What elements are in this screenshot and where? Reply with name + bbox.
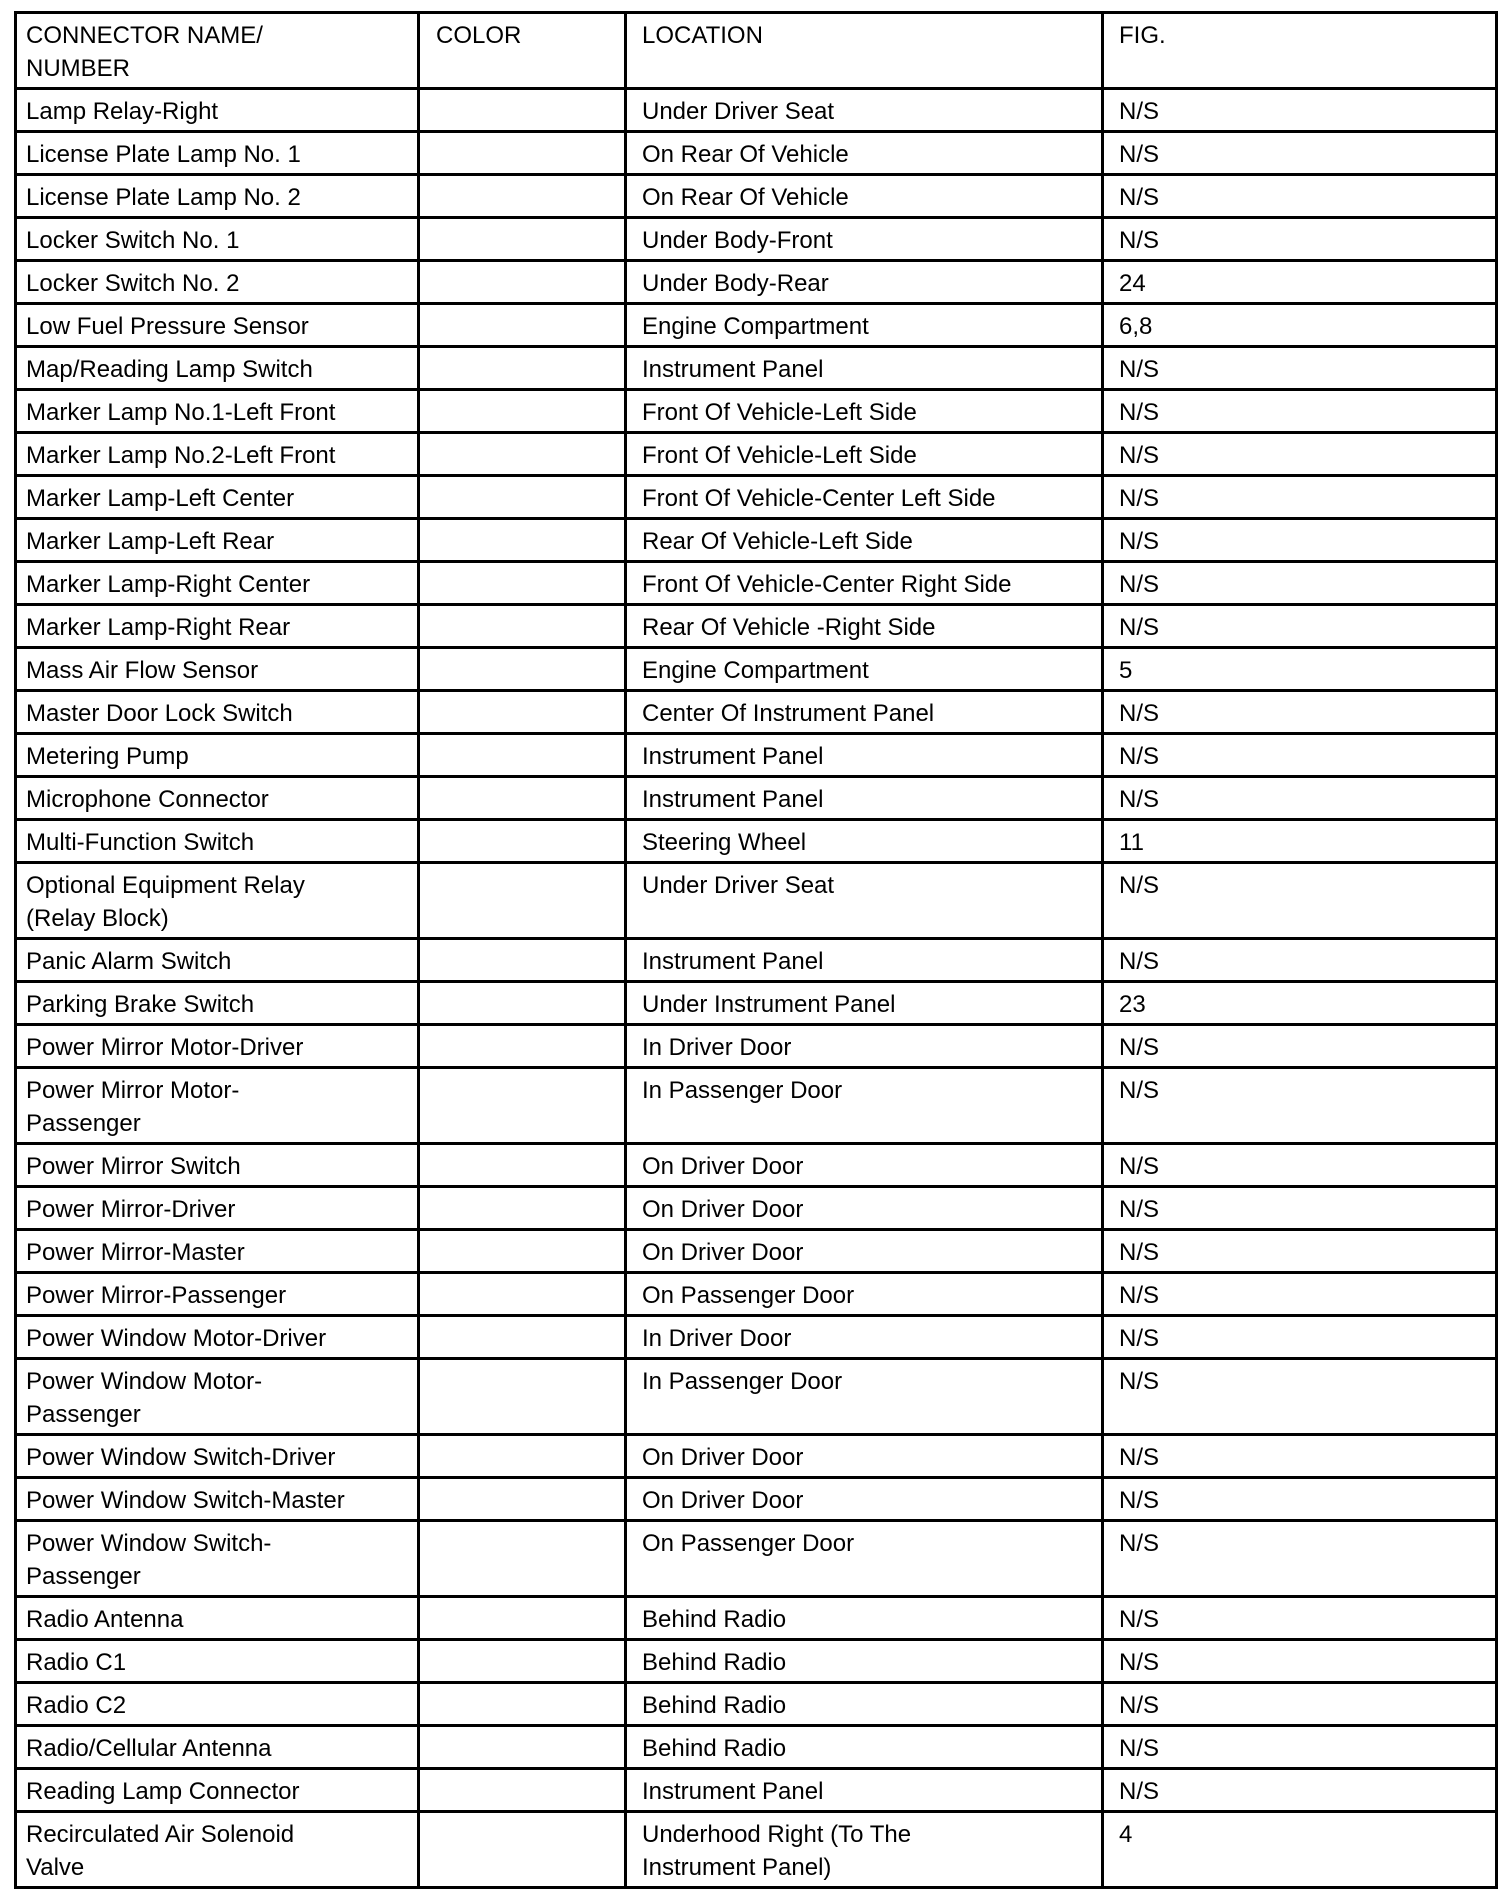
cell-color (419, 1769, 626, 1812)
cell-location: Engine Compartment (626, 304, 1103, 347)
cell-connector-name: Power Window Motor- Passenger (16, 1359, 419, 1435)
cell-fig: N/S (1103, 734, 1497, 777)
cell-fig: N/S (1103, 1187, 1497, 1230)
cell-location: Under Driver Seat (626, 89, 1103, 132)
cell-connector-name: Low Fuel Pressure Sensor (16, 304, 419, 347)
cell-connector-name: Power Mirror-Passenger (16, 1273, 419, 1316)
cell-connector-name: Marker Lamp-Left Rear (16, 519, 419, 562)
cell-fig: N/S (1103, 863, 1497, 939)
table-row (16, 1478, 1497, 1521)
table-row (16, 939, 1497, 982)
cell-color (419, 132, 626, 175)
cell-location: Behind Radio (626, 1640, 1103, 1683)
cell-location: In Driver Door (626, 1025, 1103, 1068)
cell-location: Instrument Panel (626, 777, 1103, 820)
cell-fig: N/S (1103, 390, 1497, 433)
table-row (16, 304, 1497, 347)
cell-location: Under Body-Rear (626, 261, 1103, 304)
table-row (16, 390, 1497, 433)
header-connector-name: CONNECTOR NAME/ NUMBER (16, 13, 419, 89)
cell-location: Behind Radio (626, 1726, 1103, 1769)
cell-color (419, 390, 626, 433)
table-row (16, 1187, 1497, 1230)
table-row (16, 1597, 1497, 1640)
cell-color (419, 519, 626, 562)
cell-fig: N/S (1103, 1359, 1497, 1435)
cell-fig: N/S (1103, 1068, 1497, 1144)
cell-connector-name: Locker Switch No. 1 (16, 218, 419, 261)
cell-location: Front Of Vehicle-Left Side (626, 390, 1103, 433)
cell-fig: 23 (1103, 982, 1497, 1025)
table-row (16, 1769, 1497, 1812)
header-color: COLOR (419, 13, 626, 89)
table-row (16, 132, 1497, 175)
table-row (16, 1144, 1497, 1187)
cell-fig: N/S (1103, 1597, 1497, 1640)
cell-color (419, 1478, 626, 1521)
cell-location: On Driver Door (626, 1187, 1103, 1230)
cell-fig: N/S (1103, 939, 1497, 982)
cell-location: Instrument Panel (626, 734, 1103, 777)
cell-location: Under Body-Front (626, 218, 1103, 261)
table-row (16, 1068, 1497, 1144)
cell-fig: N/S (1103, 1521, 1497, 1597)
cell-color (419, 1187, 626, 1230)
table-row (16, 691, 1497, 734)
table-row (16, 218, 1497, 261)
cell-color (419, 939, 626, 982)
cell-location: On Passenger Door (626, 1521, 1103, 1597)
cell-color (419, 1359, 626, 1435)
cell-location: Front Of Vehicle-Center Left Side (626, 476, 1103, 519)
cell-location: Rear Of Vehicle -Right Side (626, 605, 1103, 648)
cell-color (419, 562, 626, 605)
cell-color (419, 1812, 626, 1888)
table-row (16, 605, 1497, 648)
cell-connector-name: Mass Air Flow Sensor (16, 648, 419, 691)
cell-fig: N/S (1103, 1478, 1497, 1521)
cell-location: In Passenger Door (626, 1359, 1103, 1435)
cell-fig: N/S (1103, 1726, 1497, 1769)
cell-fig: N/S (1103, 1025, 1497, 1068)
table-row (16, 648, 1497, 691)
table-row (16, 519, 1497, 562)
cell-location: Behind Radio (626, 1683, 1103, 1726)
connector-table (14, 11, 1498, 1889)
cell-color (419, 820, 626, 863)
cell-connector-name: Radio Antenna (16, 1597, 419, 1640)
cell-connector-name: Marker Lamp-Right Rear (16, 605, 419, 648)
table-row (16, 982, 1497, 1025)
cell-fig: N/S (1103, 519, 1497, 562)
cell-fig: N/S (1103, 347, 1497, 390)
cell-color (419, 734, 626, 777)
cell-color (419, 1726, 626, 1769)
table-row (16, 175, 1497, 218)
cell-location: In Driver Door (626, 1316, 1103, 1359)
cell-fig: N/S (1103, 777, 1497, 820)
cell-color (419, 476, 626, 519)
cell-location: Center Of Instrument Panel (626, 691, 1103, 734)
table-row (16, 1230, 1497, 1273)
cell-connector-name: Optional Equipment Relay (Relay Block) (16, 863, 419, 939)
cell-location: On Rear Of Vehicle (626, 175, 1103, 218)
cell-connector-name: Map/Reading Lamp Switch (16, 347, 419, 390)
cell-fig: N/S (1103, 1144, 1497, 1187)
cell-fig: N/S (1103, 562, 1497, 605)
cell-color (419, 691, 626, 734)
header-fig: FIG. (1103, 13, 1497, 89)
table-row (16, 1726, 1497, 1769)
table-row (16, 562, 1497, 605)
table-row (16, 1025, 1497, 1068)
cell-location: On Driver Door (626, 1144, 1103, 1187)
cell-color (419, 648, 626, 691)
cell-color (419, 1025, 626, 1068)
cell-fig: N/S (1103, 433, 1497, 476)
cell-location: Rear Of Vehicle-Left Side (626, 519, 1103, 562)
cell-location: Instrument Panel (626, 939, 1103, 982)
table-row (16, 863, 1497, 939)
cell-location: Under Driver Seat (626, 863, 1103, 939)
cell-color (419, 1597, 626, 1640)
cell-connector-name: Power Mirror-Master (16, 1230, 419, 1273)
cell-color (419, 1316, 626, 1359)
cell-location: On Driver Door (626, 1478, 1103, 1521)
cell-connector-name: Locker Switch No. 2 (16, 261, 419, 304)
cell-connector-name: Microphone Connector (16, 777, 419, 820)
table-row (16, 820, 1497, 863)
cell-connector-name: Recirculated Air Solenoid Valve (16, 1812, 419, 1888)
cell-color (419, 89, 626, 132)
cell-connector-name: Power Window Motor-Driver (16, 1316, 419, 1359)
cell-color (419, 1068, 626, 1144)
cell-location: Instrument Panel (626, 1769, 1103, 1812)
cell-color (419, 1521, 626, 1597)
cell-location: Under Instrument Panel (626, 982, 1103, 1025)
cell-fig: N/S (1103, 605, 1497, 648)
cell-fig: N/S (1103, 476, 1497, 519)
table-row (16, 1359, 1497, 1435)
cell-fig: N/S (1103, 1640, 1497, 1683)
cell-connector-name: Marker Lamp No.2-Left Front (16, 433, 419, 476)
cell-color (419, 1144, 626, 1187)
table-row (16, 476, 1497, 519)
cell-color (419, 1640, 626, 1683)
cell-color (419, 1230, 626, 1273)
cell-color (419, 261, 626, 304)
cell-connector-name: Power Mirror Switch (16, 1144, 419, 1187)
cell-color (419, 863, 626, 939)
cell-fig: 6,8 (1103, 304, 1497, 347)
cell-connector-name: Master Door Lock Switch (16, 691, 419, 734)
cell-connector-name: Metering Pump (16, 734, 419, 777)
cell-color (419, 1273, 626, 1316)
cell-location: On Driver Door (626, 1230, 1103, 1273)
cell-connector-name: Reading Lamp Connector (16, 1769, 419, 1812)
cell-location: Instrument Panel (626, 347, 1103, 390)
table-row (16, 1640, 1497, 1683)
cell-location: Front Of Vehicle-Center Right Side (626, 562, 1103, 605)
table-row (16, 777, 1497, 820)
cell-color (419, 1683, 626, 1726)
cell-connector-name: Power Window Switch-Master (16, 1478, 419, 1521)
cell-fig: N/S (1103, 1769, 1497, 1812)
cell-connector-name: Radio C2 (16, 1683, 419, 1726)
cell-color (419, 347, 626, 390)
cell-connector-name: Power Mirror-Driver (16, 1187, 419, 1230)
table-row (16, 1316, 1497, 1359)
cell-color (419, 1435, 626, 1478)
cell-color (419, 304, 626, 347)
cell-connector-name: Power Window Switch-Driver (16, 1435, 419, 1478)
cell-color (419, 218, 626, 261)
table-row (16, 261, 1497, 304)
cell-connector-name: Multi-Function Switch (16, 820, 419, 863)
cell-fig: N/S (1103, 89, 1497, 132)
cell-fig: N/S (1103, 218, 1497, 261)
cell-location: Engine Compartment (626, 648, 1103, 691)
cell-fig: N/S (1103, 691, 1497, 734)
cell-fig: 11 (1103, 820, 1497, 863)
table-row (16, 89, 1497, 132)
cell-location: Front Of Vehicle-Left Side (626, 433, 1103, 476)
cell-color (419, 175, 626, 218)
cell-connector-name: Panic Alarm Switch (16, 939, 419, 982)
cell-connector-name: Power Mirror Motor- Passenger (16, 1068, 419, 1144)
table-row (16, 1435, 1497, 1478)
cell-connector-name: Marker Lamp-Right Center (16, 562, 419, 605)
cell-fig: N/S (1103, 1316, 1497, 1359)
cell-fig: N/S (1103, 175, 1497, 218)
table-row (16, 433, 1497, 476)
table-row (16, 1521, 1497, 1597)
cell-location: Behind Radio (626, 1597, 1103, 1640)
table-row (16, 347, 1497, 390)
cell-location: In Passenger Door (626, 1068, 1103, 1144)
cell-color (419, 433, 626, 476)
cell-connector-name: Radio C1 (16, 1640, 419, 1683)
cell-color (419, 605, 626, 648)
cell-fig: N/S (1103, 1230, 1497, 1273)
cell-connector-name: Parking Brake Switch (16, 982, 419, 1025)
cell-fig: N/S (1103, 1683, 1497, 1726)
cell-fig: 5 (1103, 648, 1497, 691)
cell-connector-name: License Plate Lamp No. 2 (16, 175, 419, 218)
cell-connector-name: Lamp Relay-Right (16, 89, 419, 132)
cell-location: On Rear Of Vehicle (626, 132, 1103, 175)
cell-connector-name: Power Mirror Motor-Driver (16, 1025, 419, 1068)
cell-color (419, 777, 626, 820)
cell-connector-name: Marker Lamp-Left Center (16, 476, 419, 519)
cell-fig: 4 (1103, 1812, 1497, 1888)
cell-location: On Passenger Door (626, 1273, 1103, 1316)
cell-connector-name: Power Window Switch- Passenger (16, 1521, 419, 1597)
cell-color (419, 982, 626, 1025)
cell-fig: N/S (1103, 132, 1497, 175)
table-body (16, 89, 1497, 1888)
cell-fig: 24 (1103, 261, 1497, 304)
cell-connector-name: Radio/Cellular Antenna (16, 1726, 419, 1769)
table-header-row (16, 13, 1497, 89)
table-row (16, 1683, 1497, 1726)
cell-location: On Driver Door (626, 1435, 1103, 1478)
table-row (16, 1812, 1497, 1888)
cell-connector-name: Marker Lamp No.1-Left Front (16, 390, 419, 433)
table-row (16, 1273, 1497, 1316)
cell-location: Underhood Right (To The Instrument Panel) (626, 1812, 1103, 1888)
cell-connector-name: License Plate Lamp No. 1 (16, 132, 419, 175)
header-location: LOCATION (626, 13, 1103, 89)
cell-location: Steering Wheel (626, 820, 1103, 863)
cell-fig: N/S (1103, 1435, 1497, 1478)
table-row (16, 734, 1497, 777)
cell-fig: N/S (1103, 1273, 1497, 1316)
